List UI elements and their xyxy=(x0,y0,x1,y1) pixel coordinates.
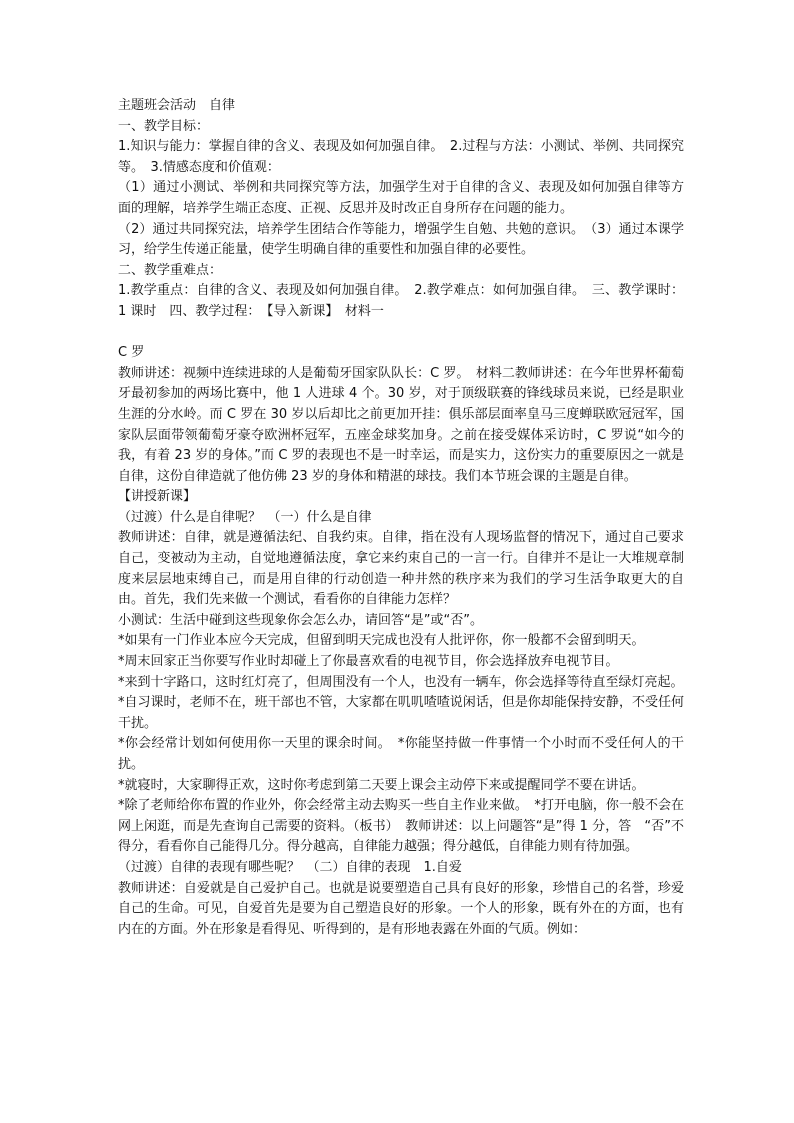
quiz-item: *除了老师给你布置的作业外，你会经常主动去购买一些自主作业来做。 *打开电脑，你一般不会在网上闲逛，而是先查询自己需要的资料。（板书） 教师讲述：以上问题答“是”得 1 分，答 “否”不得分，看看你自己能得几分。得分越高，自律能力越强；得分越低，自律能力则有待加强。 xyxy=(118,798,684,855)
document-body xyxy=(118,96,684,940)
paragraph: 1.教学重点：自律的含义、表现及如何加强自律。 2.教学难点：如何加强自律。 三、教学课时：1 课时 四、教学过程： 【导入新课】 材料一 xyxy=(118,283,684,319)
section-heading: 二、教学重难点： xyxy=(118,262,223,278)
paragraph: 教师讲述：视频中连续进球的人是葡萄牙国家队队长：C 罗。 材料二教师讲述：在今年世界杯葡萄牙最初参加的两场比赛中，他 1 人进球 4 个。30 岁，对于顶级联赛的锋线球员来说，已经是职业生涯的分水岭。而 C 罗在 30 岁以后却比之前更加开挂：俱乐部层面率皇马三度蝉联欧冠冠军，国家队层面带领葡萄牙豪夺欧洲杯冠军，五座金球奖加身。之前在接受媒体采访时，C 罗说“如今的我，有着 23 岁的身体。”而 C 罗的表现也不是一时幸运，而是实力，这份实力的重要原因之一就是自律，这份自律造就了他仿佛 23 岁的身体和精湛的球技。我们本节班会课的主题是自律。 xyxy=(118,365,684,484)
paragraph: （过渡）什么是自律呢？ （一）什么是自律 xyxy=(118,509,372,525)
paragraph: 教师讲述：自爱就是自己爱护自己。也就是说要塑造自己具有良好的形象，珍惜自己的名誉，珍爱自己的生命。可见，自爱首先是要为自己塑造良好的形象。一个人的形象，既有外在的方面，也有内在的方面。外在形象是看得见、听得到的，是有形地表露在外面的气质。例如： xyxy=(118,880,684,937)
paragraph: 小测试：生活中碰到这些现象你会怎么办，请回答“是”或“否”。 xyxy=(118,612,483,628)
quiz-item: *自习课时，老师不在，班干部也不管，大家都在叽叽喳喳说闲话，但是你却能保持安静，不受任何干扰。 xyxy=(118,695,684,731)
paragraph: （过渡）自律的表现有哪些呢？ （二）自律的表现 1.自爱 xyxy=(118,859,462,875)
quiz-item: *就寝时，大家聊得正欢，这时你考虑到第二天要上课会主动停下来或提醒同学不要在讲话。 xyxy=(118,777,645,793)
document-title: 主题班会活动 自律 xyxy=(118,98,236,113)
quiz-item: *你会经常计划如何使用你一天里的课余时间。 *你能坚持做一件事情一个小时而不受任何人的干扰。 xyxy=(118,736,684,772)
paragraph: （2）通过共同探究法，培养学生团结合作等能力，增强学生自勉、共勉的意识。 （3）通过本课学习，给学生传递正能量，使学生明确自律的重要性和加强自律的必要性。 xyxy=(118,221,684,258)
blank-line xyxy=(118,323,684,344)
paragraph: C 罗 xyxy=(118,345,145,361)
quiz-item: *如果有一门作业本应今天完成，但留到明天完成也没有人批评你，你一般都不会留到明天。 xyxy=(118,633,645,649)
quiz-item: *周末回家正当你要写作业时却碰上了你最喜欢看的电视节目，你会选择放弃电视节目。 xyxy=(118,654,619,670)
paragraph: （1）通过小测试、举例和共同探究等方法，加强学生对于自律的含义、表现及如何加强自律等方面的理解，培养学生端正态度、正视、反思并及时改正自身所存在问题的能力。 xyxy=(118,180,684,216)
section-heading: 【讲授新课】 xyxy=(118,489,197,505)
paragraph: 1.知识与能力：掌握自律的含义、表现及如何加强自律。 2.过程与方法：小测试、举例、共同探究等。 3.情感态度和价值观： xyxy=(118,139,684,175)
paragraph: 教师讲述：自律，就是遵循法纪、自我约束。自律，指在没有人现场监督的情况下，通过自己要求自己，变被动为主动，自觉地遵循法度，拿它来约束自己的一言一行。自律并不是让一大堆规章制度来层层地束缚自己，而是用自律的行动创造一种井然的秩序来为我们的学习生活争取更大的自由。首先，我们先来做一个测试，看看你的自律能力怎样？ xyxy=(118,530,684,608)
section-heading: 一、教学目标： xyxy=(118,118,210,134)
quiz-item: *来到十字路口，这时红灯亮了，但周围没有一个人，也没有一辆车，你会选择等待直至绿灯亮起。 xyxy=(118,674,684,690)
